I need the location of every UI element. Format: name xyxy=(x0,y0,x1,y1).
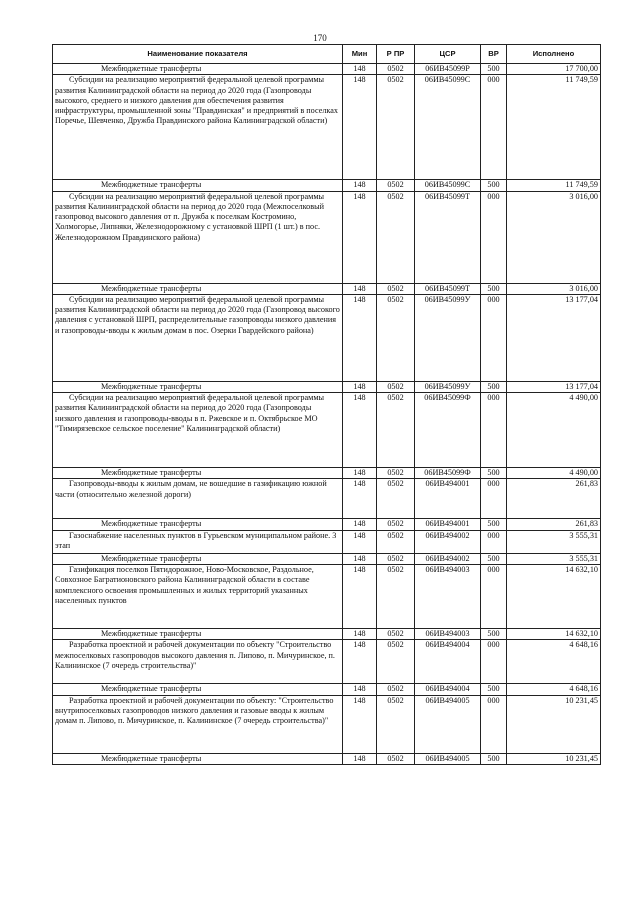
table-row xyxy=(53,695,601,753)
header-rpr: Р ПР xyxy=(377,45,415,64)
row-name: Межбюджетные трансферты xyxy=(53,283,343,294)
table-row xyxy=(53,283,601,294)
row-name: Межбюджетные трансферты xyxy=(53,519,343,530)
row-name: Субсидии на реализацию мероприятий федеральной целевой программы развития Калининградской области на период до 2020 года (Газопровод высокого давления с установкой ШРП, распределительные газопроводы низкого давления и газопроводы-вводы к жилым домам в пос. Озерки Гвардейского района) xyxy=(53,294,343,381)
row-amount: 14 632,10 xyxy=(507,565,601,629)
row-min: 148 xyxy=(343,530,377,553)
table-row xyxy=(53,381,601,392)
row-csr: 06ИВ494002 xyxy=(415,530,481,553)
row-rpr: 0502 xyxy=(377,180,415,191)
table-row xyxy=(53,294,601,381)
row-min: 148 xyxy=(343,629,377,640)
row-vr: 500 xyxy=(481,553,507,564)
row-min: 148 xyxy=(343,283,377,294)
table-row xyxy=(53,753,601,764)
header-vr: ВР xyxy=(481,45,507,64)
table-row xyxy=(53,191,601,283)
row-vr: 000 xyxy=(481,191,507,283)
row-vr: 000 xyxy=(481,294,507,381)
header-executed: Исполнено xyxy=(507,45,601,64)
table-row xyxy=(53,553,601,564)
row-rpr: 0502 xyxy=(377,468,415,479)
row-min: 148 xyxy=(343,468,377,479)
row-name: Газификация поселков Пятидорожное, Ново-Московское, Раздольное, Совхозное Багратионовского района Калининградской области в составе комплексного освоения промышленных и жилых территорий указанных населенных пунктов xyxy=(53,565,343,629)
row-name: Субсидии на реализацию мероприятий федеральной целевой программы развития Калининградской области на период до 2020 года (Газопроводы низкого давления и газопроводы-вводы в п. Ржевское и п. Октябрьское МО "Тимирязевское сельское поселение" Калининградской области) xyxy=(53,393,343,468)
row-vr: 000 xyxy=(481,565,507,629)
row-rpr: 0502 xyxy=(377,553,415,564)
row-name: Межбюджетные трансферты xyxy=(53,629,343,640)
row-csr: 06ИВ494005 xyxy=(415,753,481,764)
row-vr: 500 xyxy=(481,283,507,294)
page-number: 170 xyxy=(313,33,327,43)
row-rpr: 0502 xyxy=(377,753,415,764)
row-rpr: 0502 xyxy=(377,629,415,640)
table-row xyxy=(53,640,601,684)
row-name: Межбюджетные трансферты xyxy=(53,381,343,392)
row-vr: 000 xyxy=(481,479,507,519)
table-row xyxy=(53,180,601,191)
table-row xyxy=(53,530,601,553)
row-name: Субсидии на реализацию мероприятий федеральной целевой программы развития Калининградской области на период до 2020 года (Межпоселковый газопровод высокого давления от п. Дружба к поселкам Костромино, Холмогорье, Липняки, Железнодорожному с установкой ШРП (1 шт.) в пос. Железнодорожном Правдинского района) xyxy=(53,191,343,283)
row-amount: 4 648,16 xyxy=(507,640,601,684)
row-csr: 06ИВ45099С xyxy=(415,180,481,191)
row-amount: 261,83 xyxy=(507,519,601,530)
row-csr: 06ИВ494004 xyxy=(415,640,481,684)
row-csr: 06ИВ494004 xyxy=(415,684,481,695)
row-min: 148 xyxy=(343,553,377,564)
row-min: 148 xyxy=(343,75,377,180)
row-name: Межбюджетные трансферты xyxy=(53,684,343,695)
row-amount: 4 648,16 xyxy=(507,684,601,695)
report-table xyxy=(52,44,601,765)
table-row xyxy=(53,75,601,180)
header-name: Наименование показателя xyxy=(53,45,343,64)
row-rpr: 0502 xyxy=(377,75,415,180)
row-csr: 06ИВ45099Р xyxy=(415,64,481,75)
row-amount: 13 177,04 xyxy=(507,381,601,392)
row-csr: 06ИВ45099У xyxy=(415,381,481,392)
row-csr: 06ИВ494001 xyxy=(415,519,481,530)
row-name: Межбюджетные трансферты xyxy=(53,468,343,479)
row-min: 148 xyxy=(343,393,377,468)
row-rpr: 0502 xyxy=(377,640,415,684)
row-csr: 06ИВ494003 xyxy=(415,565,481,629)
row-vr: 500 xyxy=(481,468,507,479)
row-min: 148 xyxy=(343,519,377,530)
row-amount: 11 749,59 xyxy=(507,75,601,180)
table-row xyxy=(53,479,601,519)
row-rpr: 0502 xyxy=(377,294,415,381)
row-min: 148 xyxy=(343,294,377,381)
row-amount: 13 177,04 xyxy=(507,294,601,381)
row-name: Газоснабжение населенных пунктов в Гурьевском муниципальном районе. 3 этап xyxy=(53,530,343,553)
row-name: Разработка проектной и рабочей документации по объекту: "Строительство внутрипоселковых газопроводов низкого давления и газовые вводы к жилым домам п. Липово, п. Мичуринское, п. Калининское (7 очередь строительства)" xyxy=(53,695,343,753)
row-min: 148 xyxy=(343,565,377,629)
row-amount: 4 490,00 xyxy=(507,468,601,479)
row-csr: 06ИВ494005 xyxy=(415,695,481,753)
row-rpr: 0502 xyxy=(377,530,415,553)
row-rpr: 0502 xyxy=(377,64,415,75)
row-vr: 500 xyxy=(481,753,507,764)
row-csr: 06ИВ494003 xyxy=(415,629,481,640)
row-csr: 06ИВ45099С xyxy=(415,75,481,180)
row-amount: 10 231,45 xyxy=(507,695,601,753)
header-csr: ЦСР xyxy=(415,45,481,64)
row-amount: 10 231,45 xyxy=(507,753,601,764)
row-rpr: 0502 xyxy=(377,695,415,753)
row-rpr: 0502 xyxy=(377,381,415,392)
row-csr: 06ИВ494002 xyxy=(415,553,481,564)
row-amount: 261,83 xyxy=(507,479,601,519)
table-row xyxy=(53,519,601,530)
row-name: Разработка проектной и рабочей документации по объекту "Строительство межпоселковых газопроводов высокого давления п. Липово, п. Мичуринское, п. Калининское (7 очередь строительства)" xyxy=(53,640,343,684)
row-csr: 06ИВ45099Т xyxy=(415,283,481,294)
table-row xyxy=(53,684,601,695)
row-vr: 000 xyxy=(481,640,507,684)
row-vr: 500 xyxy=(481,180,507,191)
table-row xyxy=(53,468,601,479)
row-rpr: 0502 xyxy=(377,191,415,283)
row-amount: 11 749,59 xyxy=(507,180,601,191)
row-amount: 3 555,31 xyxy=(507,553,601,564)
row-csr: 06ИВ494001 xyxy=(415,479,481,519)
row-vr: 000 xyxy=(481,75,507,180)
row-name: Межбюджетные трансферты xyxy=(53,753,343,764)
row-csr: 06ИВ45099Т xyxy=(415,191,481,283)
row-name: Межбюджетные трансферты xyxy=(53,180,343,191)
row-amount: 14 632,10 xyxy=(507,629,601,640)
row-name: Межбюджетные трансферты xyxy=(53,64,343,75)
row-min: 148 xyxy=(343,180,377,191)
table-header-row xyxy=(53,45,601,64)
row-vr: 500 xyxy=(481,381,507,392)
row-min: 148 xyxy=(343,191,377,283)
row-amount: 4 490,00 xyxy=(507,393,601,468)
row-vr: 500 xyxy=(481,519,507,530)
row-rpr: 0502 xyxy=(377,519,415,530)
row-csr: 06ИВ45099У xyxy=(415,294,481,381)
row-vr: 000 xyxy=(481,695,507,753)
row-min: 148 xyxy=(343,479,377,519)
row-rpr: 0502 xyxy=(377,479,415,519)
row-min: 148 xyxy=(343,381,377,392)
row-rpr: 0502 xyxy=(377,565,415,629)
row-amount: 17 700,00 xyxy=(507,64,601,75)
table-row xyxy=(53,565,601,629)
row-rpr: 0502 xyxy=(377,684,415,695)
row-rpr: 0502 xyxy=(377,283,415,294)
row-vr: 500 xyxy=(481,64,507,75)
table-row xyxy=(53,629,601,640)
row-amount: 3 555,31 xyxy=(507,530,601,553)
row-min: 148 xyxy=(343,640,377,684)
row-vr: 000 xyxy=(481,393,507,468)
table-row xyxy=(53,393,601,468)
row-amount: 3 016,00 xyxy=(507,283,601,294)
row-name: Межбюджетные трансферты xyxy=(53,553,343,564)
header-min: Мин xyxy=(343,45,377,64)
row-csr: 06ИВ45099Ф xyxy=(415,393,481,468)
row-min: 148 xyxy=(343,64,377,75)
row-csr: 06ИВ45099Ф xyxy=(415,468,481,479)
row-vr: 000 xyxy=(481,530,507,553)
row-vr: 500 xyxy=(481,629,507,640)
table-row xyxy=(53,64,601,75)
row-min: 148 xyxy=(343,753,377,764)
row-min: 148 xyxy=(343,695,377,753)
row-rpr: 0502 xyxy=(377,393,415,468)
row-name: Субсидии на реализацию мероприятий федеральной целевой программы развития Калининградской области на период до 2020 года (Газопроводы высокого, среднего и низкого давления для обеспечения развития инфраструктуры, промышленной зоны "Правдинская" и предприятий в поселках Поречье, Шевченко, Дружба Правдинского района Калининградской области) xyxy=(53,75,343,180)
row-amount: 3 016,00 xyxy=(507,191,601,283)
row-vr: 500 xyxy=(481,684,507,695)
row-min: 148 xyxy=(343,684,377,695)
row-name: Газопроводы-вводы к жилым домам, не вошедшие в газификацию южной части (относительно железной дороги) xyxy=(53,479,343,519)
